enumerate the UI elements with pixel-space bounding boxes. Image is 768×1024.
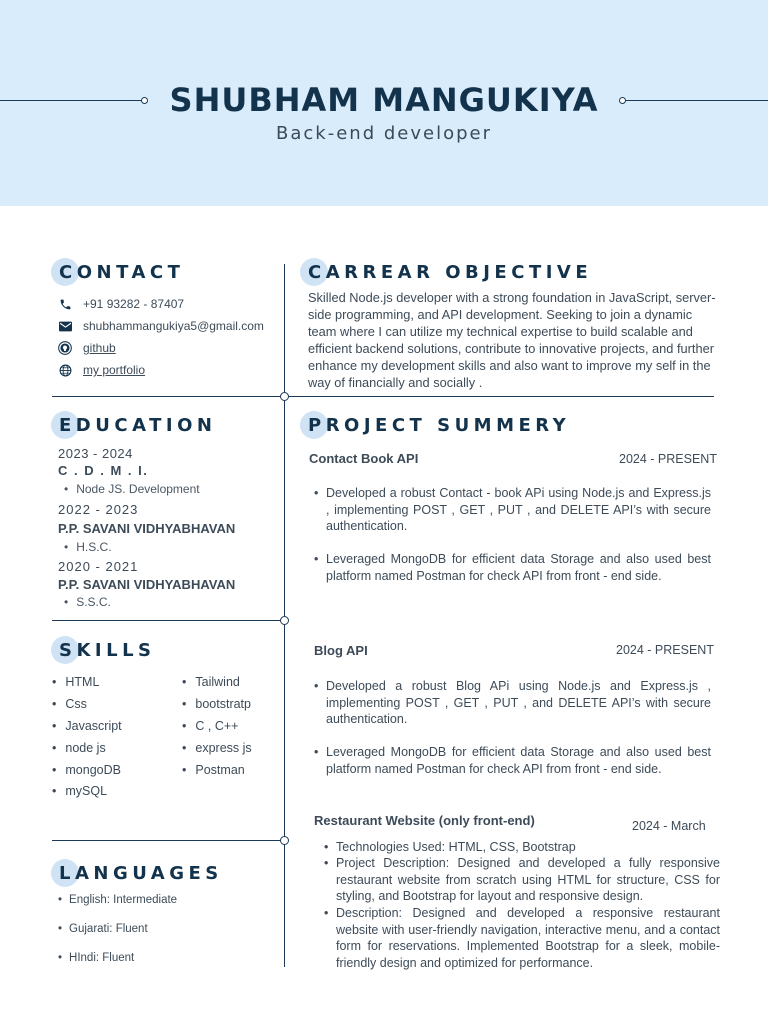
- rule-dot-1: [280, 392, 289, 401]
- projects-heading: PROJECT SUMMERY: [308, 415, 570, 436]
- skill-item: • mySQL: [52, 784, 107, 798]
- rule-education-bottom: [52, 620, 284, 621]
- education-detail: • Node JS. Development: [64, 482, 200, 496]
- github-icon: [58, 341, 72, 355]
- contact-phone: [58, 297, 184, 311]
- education-years: 2023 - 2024: [58, 446, 133, 461]
- skill-item: • Css: [52, 697, 87, 711]
- project-bullet: • Description: Designed and developed a responsive restaurant website with user-friendly navigation, interactive menu, and a contact form for reservations. Implemented Bootstrap for a sleek, mobile-friendly design and optimized for performance.: [336, 905, 720, 971]
- project-date: 2024 - March: [632, 819, 706, 833]
- languages-heading: LANGUAGES: [59, 863, 223, 884]
- github-link[interactable]: github: [83, 341, 116, 355]
- candidate-role: Back-end developer: [276, 123, 492, 144]
- project-bullet: • Developed a robust Blog APi using Node.js and Express.js , implementing POST , GET , PUT , and DELETE API’s with secure authentication.: [326, 678, 711, 728]
- contact-email[interactable]: [58, 319, 264, 333]
- contact-heading: CONTACT: [59, 262, 184, 283]
- language-item: • HIndi: Fluent: [58, 952, 134, 964]
- project-bullet: • Developed a robust Contact - book APi using Node.js and Express.js , implementing POST , GET , PUT , and DELETE API’s with secure authentication.: [326, 485, 711, 535]
- skills-heading: SKILLS: [59, 640, 156, 661]
- project-bullet: • Project Description: Designed and developed a fully responsive restaurant website from scratch using HTML for structure, CSS for styling, and Bootstrap for layout and responsive design.: [336, 855, 720, 905]
- skill-item: • node js: [52, 741, 106, 755]
- email-icon: [58, 319, 72, 333]
- education-school: P.P. SAVANI VIDHYABHAVAN: [58, 577, 236, 592]
- education-school: P.P. SAVANI VIDHYABHAVAN: [58, 521, 236, 536]
- project-bullet: • Technologies Used: HTML, CSS, Bootstrap: [336, 839, 720, 856]
- project-bullet: • Leveraged MongoDB for efficient data Storage and also used best platform named Postman for check API from front - end side.: [326, 744, 711, 777]
- education-heading: EDUCATION: [59, 415, 216, 436]
- portfolio-link[interactable]: my portfolio: [83, 363, 146, 377]
- education-years: 2020 - 2021: [58, 559, 139, 574]
- contact-github[interactable]: [58, 341, 116, 355]
- project-title: Restaurant Website (only front-end): [314, 813, 535, 828]
- education-years: 2022 - 2023: [58, 502, 139, 517]
- project-date: 2024 - PRESENT: [619, 452, 717, 466]
- education-detail: • S.S.C.: [64, 595, 111, 609]
- language-item: • Gujarati: Fluent: [58, 923, 148, 935]
- education-detail: • H.S.C.: [64, 540, 112, 554]
- globe-icon: [58, 363, 72, 377]
- rule-contact-bottom: [52, 396, 714, 397]
- skill-item: • Postman: [182, 763, 245, 777]
- skill-item: • mongoDB: [52, 763, 121, 777]
- candidate-name: SHUBHAM MANGUKIYA: [169, 81, 599, 119]
- skill-item: • C , C++: [182, 719, 238, 733]
- education-school: C . D . M . I.: [58, 463, 149, 478]
- skill-item: • Javascript: [52, 719, 122, 733]
- contact-phone-value: +91 93282 - 87407: [83, 297, 185, 311]
- rule-dot-2: [280, 616, 289, 625]
- rule-skills-bottom: [52, 840, 284, 841]
- project-bullet: • Leveraged MongoDB for efficient data Storage and also used best platform named Postman for check API from front - end side.: [326, 551, 711, 584]
- project-title: Blog API: [314, 643, 368, 658]
- skill-item: • bootstratp: [182, 697, 251, 711]
- phone-icon: [58, 297, 72, 311]
- contact-email-value: shubhammangukiya5@gmail.com: [83, 319, 264, 333]
- project-title: Contact Book API: [309, 451, 419, 466]
- objective-heading: CARREAR OBJECTIVE: [308, 262, 592, 283]
- project-date: 2024 - PRESENT: [616, 643, 714, 657]
- rule-dot-3: [280, 836, 289, 845]
- language-item: • English: Intermediate: [58, 894, 177, 906]
- skill-item: • express js: [182, 741, 252, 755]
- skill-item: • Tailwind: [182, 675, 240, 689]
- objective-text: Skilled Node.js developer with a strong foundation in JavaScript, server-side programming, and API development. Seeking to join a dynamic team where I can utilize my technical expertise to build scalable and efficient backend solutions, contribute to innovative projects, and further enhance my development skills and also want to improve my self in the way of financially and socially .: [308, 290, 716, 390]
- contact-portfolio[interactable]: [58, 363, 145, 377]
- skill-item: • HTML: [52, 675, 99, 689]
